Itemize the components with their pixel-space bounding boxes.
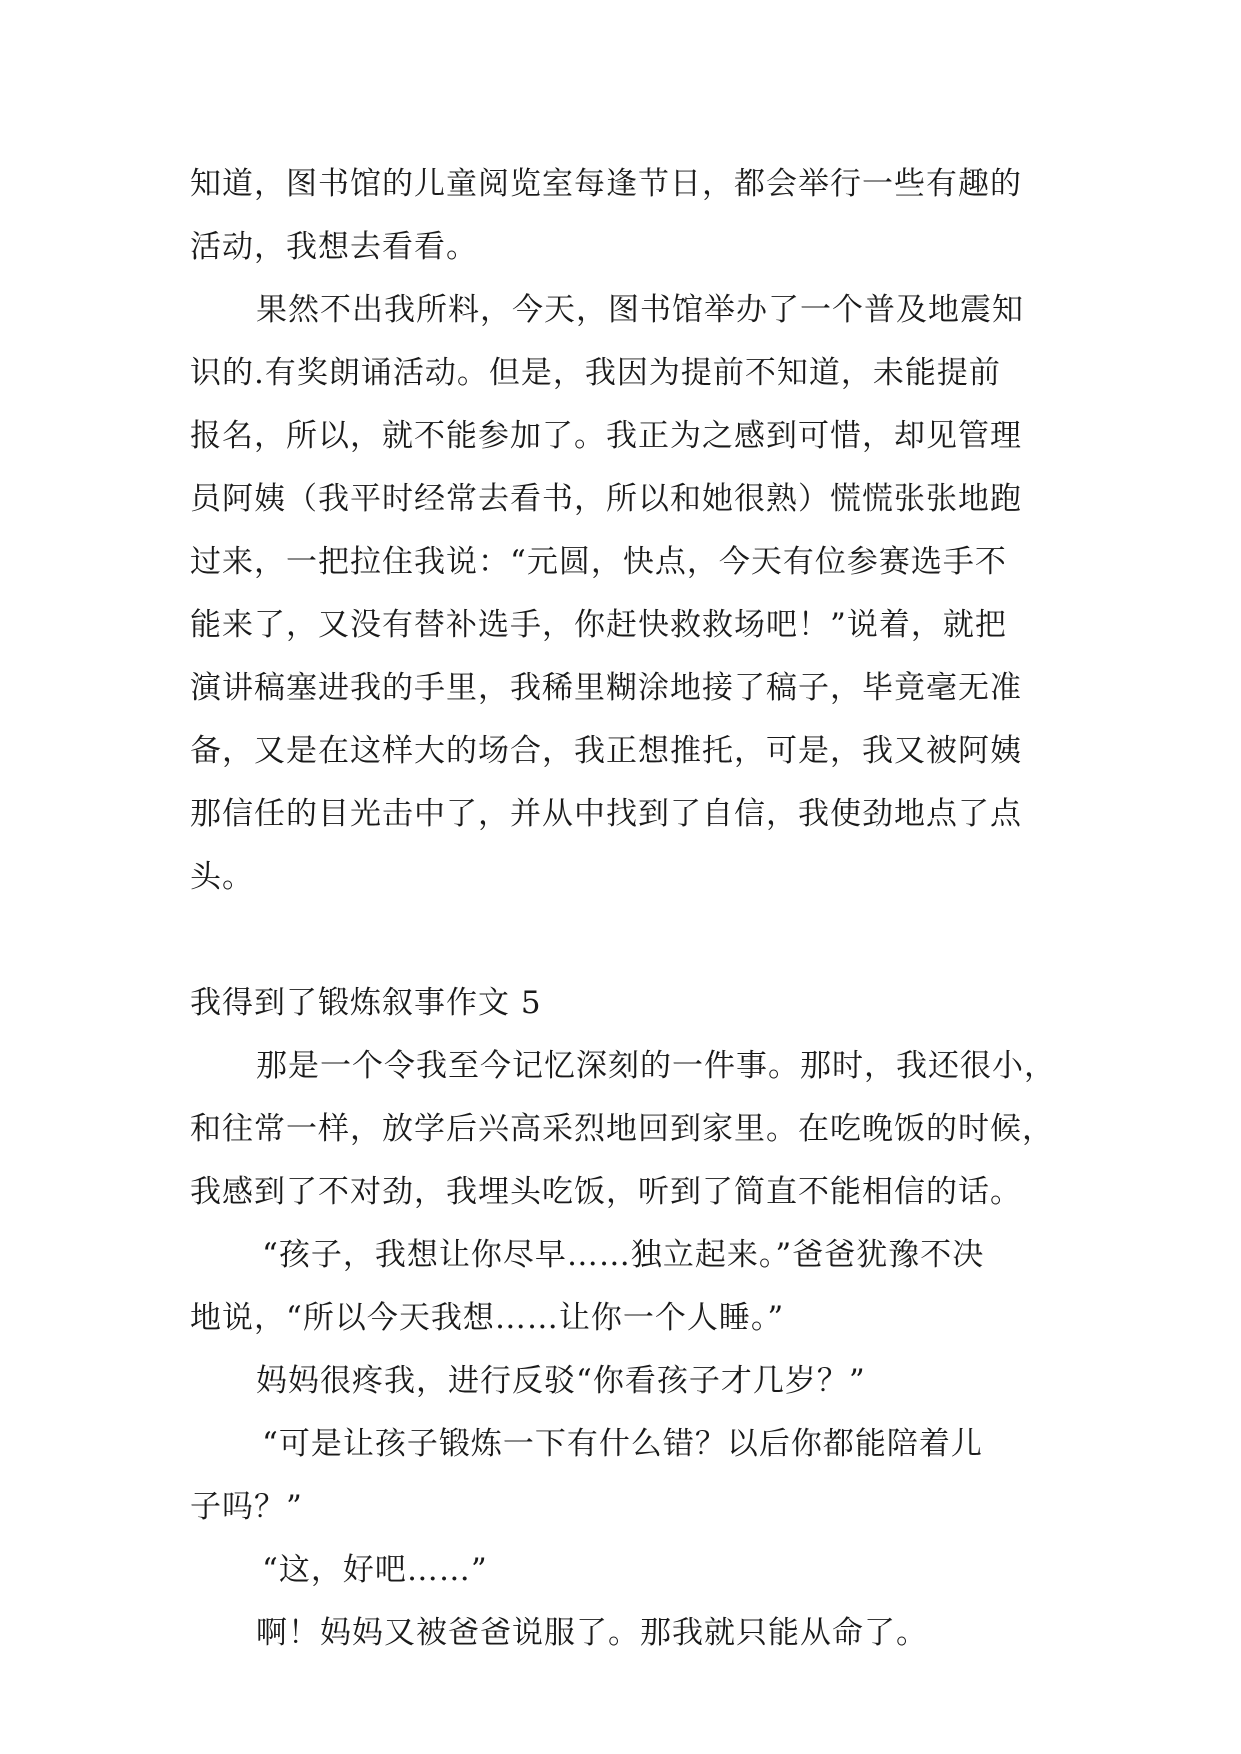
text-line: 过来，一把拉住我说：“元圆，快点，今天有位参赛选手不	[190, 544, 1007, 580]
text-line: 员阿姨（我平时经常去看书，所以和她很熟）慌慌张张地跑	[190, 481, 1022, 517]
text-line: 子吗？”	[190, 1489, 303, 1525]
text-line: 那信任的目光击中了，并从中找到了自信，我使劲地点了点	[190, 796, 1022, 832]
text-line: 备，又是在这样大的场合，我正想推托，可是，我又被阿姨	[190, 733, 1022, 769]
paragraph-start-line: 妈妈很疼我，进行反驳“你看孩子才几岁？”	[256, 1363, 866, 1399]
text-line: 头。	[190, 859, 254, 895]
text-line: 识的.有奖朗诵活动。但是，我因为提前不知道，未能提前	[190, 355, 1001, 391]
paragraph-start-line: 啊！妈妈又被爸爸说服了。那我就只能从命了。	[256, 1615, 928, 1651]
text-line: 能来了，又没有替补选手，你赶快救救场吧！”说着，就把	[190, 607, 1007, 643]
section-heading: 我得到了锻炼叙事作文 5	[190, 985, 542, 1021]
paragraph-start-line: “可是让孩子锻炼一下有什么错？以后你都能陪着儿	[262, 1426, 983, 1462]
text-line: 我感到了不对劲，我埋头吃饭，听到了简直不能相信的话。	[190, 1174, 1022, 1210]
text-line: 和往常一样，放学后兴高采烈地回到家里。在吃晚饭的时候，	[190, 1111, 1054, 1147]
text-line: 知道，图书馆的儿童阅览室每逢节日，都会举行一些有趣的	[190, 166, 1022, 202]
paragraph-start-line: 那是一个令我至今记忆深刻的一件事。那时，我还很小，	[256, 1048, 1056, 1084]
paragraph-start-line: “这，好吧……”	[262, 1552, 488, 1588]
paragraph-start-line: “孩子，我想让你尽早……独立起来。”爸爸犹豫不决	[262, 1237, 985, 1273]
paragraph-start-line: 果然不出我所料，今天，图书馆举办了一个普及地震知	[256, 292, 1024, 328]
text-line: 活动，我想去看看。	[190, 229, 478, 265]
text-line: 演讲稿塞进我的手里，我稀里糊涂地接了稿子，毕竟毫无准	[190, 670, 1022, 706]
text-line: 报名，所以，就不能参加了。我正为之感到可惜，却见管理	[190, 418, 1022, 454]
text-line: 地说，“所以今天我想……让你一个人睡。”	[190, 1300, 785, 1336]
